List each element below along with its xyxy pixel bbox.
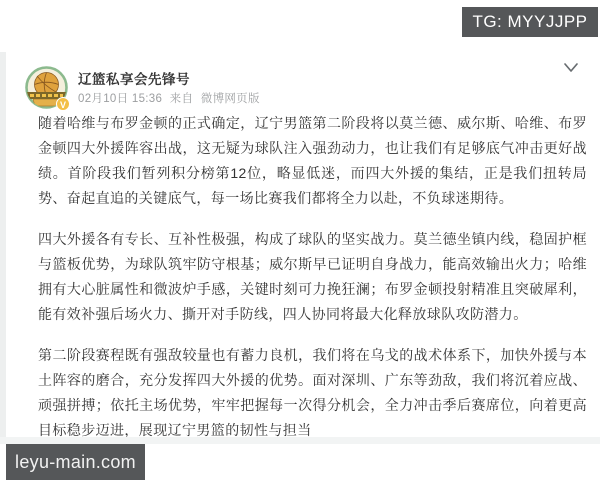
post-paragraph: 四大外援各有专长、互补性极强，构成了球队的坚实战力。莫兰德坐镇内线，稳固护框与篮板优势，为球队筑牢防守根基；威尔斯早已证明自身战力，能高效输出火力；哈维拥有大心脏属性和微波炉手感，关键时刻可力挽狂澜；布罗金顿投射精准且突破犀利，能有效补强后场火力、撕开对手防线，四人协同将最大化释放球队攻防潜力。 [38,231,587,322]
verified-badge-icon: V [56,97,70,111]
chevron-down-icon[interactable] [563,61,579,73]
post-body [38,111,587,437]
post-timestamp: 02月10日 15:36 [78,93,163,105]
avatar[interactable] [25,66,68,109]
weibo-post-card [6,52,600,437]
post-paragraph: 随着哈维与布罗金顿的正式确定，辽宁男篮第二阶段将以莫兰德、威尔斯、哈维、布罗金顿四大外援阵容出战，这无疑为球队注入强劲动力，也让我们有足够底气冲击更好战绩。首阶段我们暂列积分榜第12位，略显低迷，而四大外援的集结，正是我们扭转局势、奋起直追的关键底气，每一场比赛我们都将全力以赴，不负球迷期待。 [38,115,587,206]
telegram-watermark-badge: TG: MYYJJPP [462,7,598,37]
author-name[interactable]: 辽篮私享会先锋号 [78,72,190,87]
post-source-label: 来自 [169,93,194,105]
post-paragraph: 第二阶段赛程既有强敌较量也有蓄力良机，我们将在乌戈的战术体系下，加快外援与本土阵容的磨合，充分发挥四大外援的优势。面对深圳、广东等劲敌，我们将沉着应战、顽强拼搏；依托主场优势，牢牢把握每一次得分机会，全力冲击季后赛席位，向着更高目标稳步迈进，展现辽宁男篮的韧性与担当 [38,347,587,437]
site-watermark-badge: leyu-main.com [6,444,145,480]
post-source-link[interactable]: 微博网页版 [200,93,260,105]
post-meta [78,90,264,106]
card-bottom-margin [0,437,600,444]
